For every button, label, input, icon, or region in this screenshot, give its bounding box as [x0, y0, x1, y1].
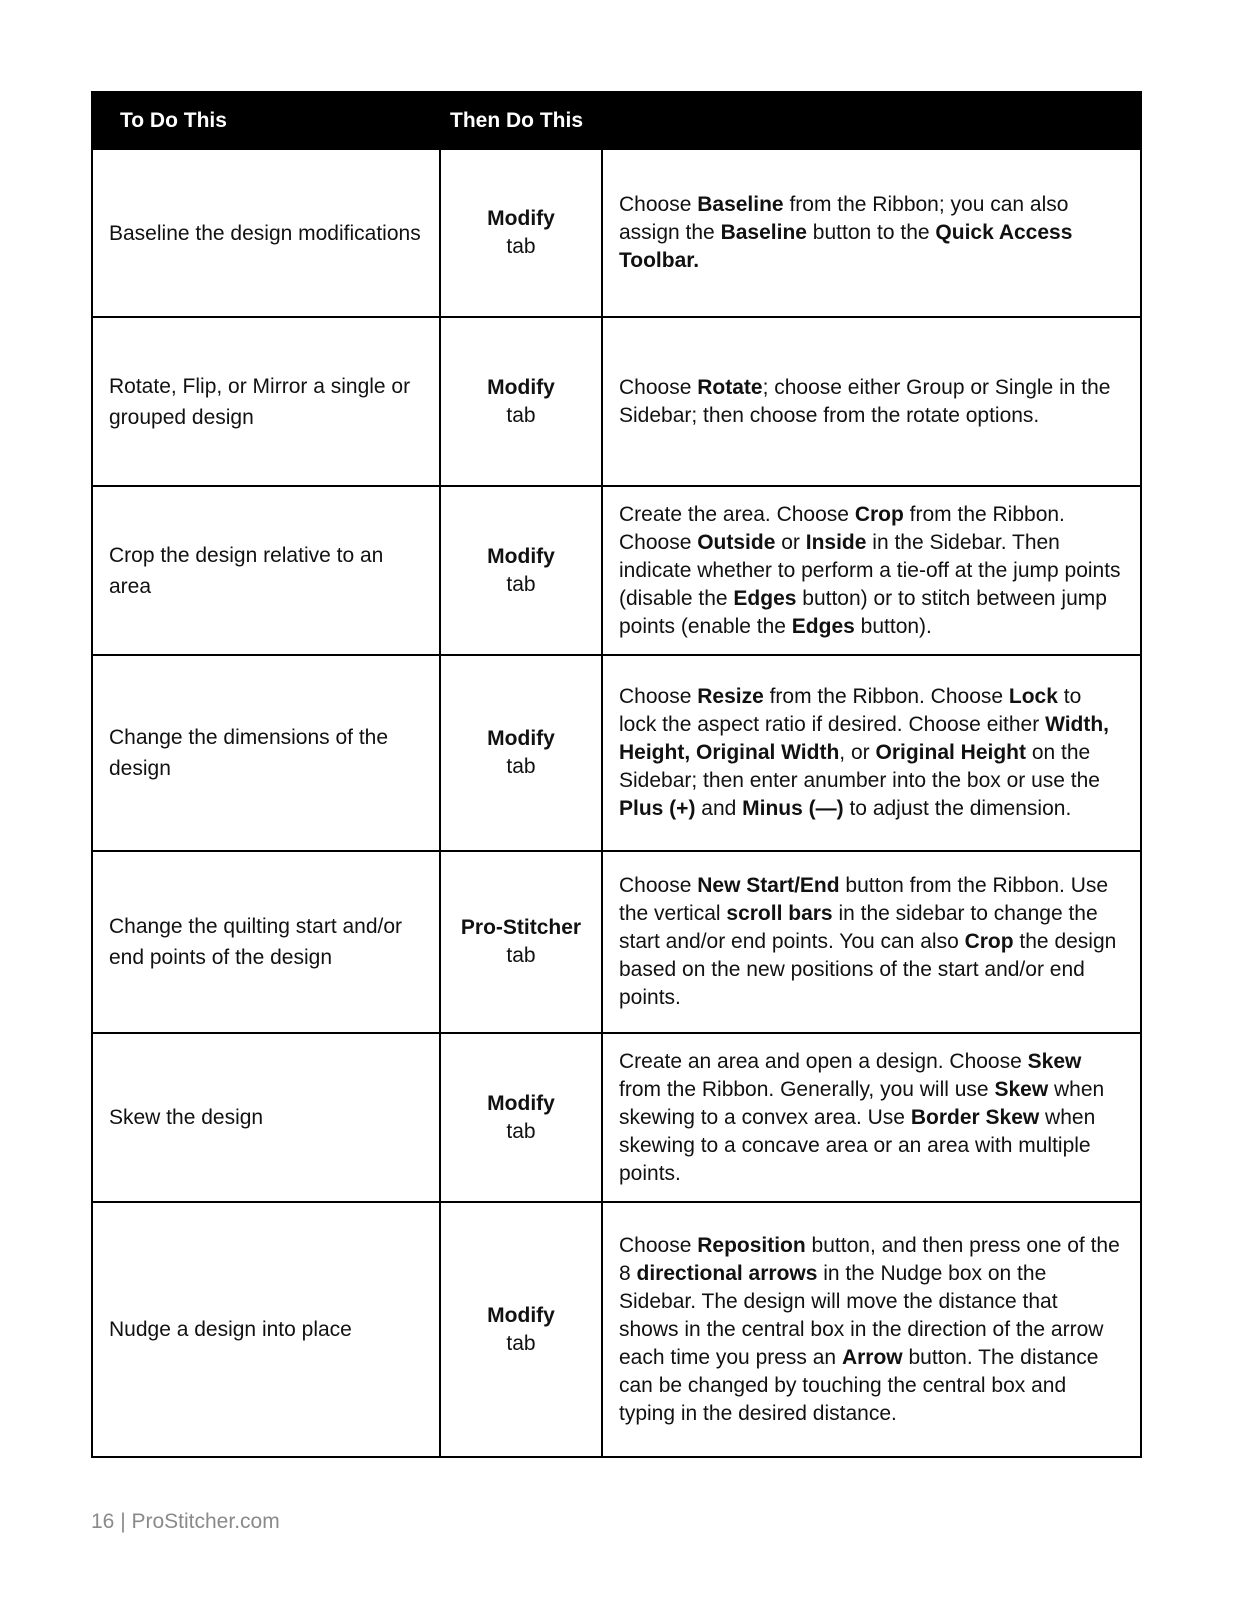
- location-type: tab: [506, 1331, 536, 1355]
- instruction-keyword: Outside: [697, 530, 776, 554]
- instructions-cell: [602, 655, 1141, 851]
- instruction-text: Choose: [619, 193, 698, 217]
- location-cell: [440, 851, 602, 1033]
- instruction-text: in the sidebar to change the start and/or end points. You can also: [619, 902, 1098, 954]
- location-cell: [440, 149, 602, 317]
- instruction-text: to lock the aspect ratio if desired. Choose either: [619, 685, 1082, 737]
- instruction-keyword: Original Height: [875, 741, 1026, 765]
- instruction-text: to adjust the dimension.: [843, 797, 1072, 821]
- instruction-text: in the Nudge box on the Sidebar. The design will move the distance that shows in the central box in the direction of the arrow each time you press an: [619, 1261, 1104, 1369]
- instruction-text: Create the area. Choose: [619, 502, 855, 526]
- task-cell: Change the quilting start and/or end points of the design: [92, 851, 440, 1033]
- instruction-text: the design based on the new positions of the start and/or end points.: [619, 930, 1117, 1010]
- instruction-keyword: Skew: [1027, 1049, 1082, 1073]
- table-row: [92, 149, 1141, 317]
- instruction-text: , or: [839, 741, 876, 765]
- task-cell: Nudge a design into place: [92, 1202, 440, 1457]
- instruction-keyword: Crop: [854, 502, 904, 526]
- instruction-text: ; choose either Group or Single in the Sidebar; then choose from the rotate options.: [619, 375, 1111, 427]
- instruction-keyword: Crop: [964, 930, 1014, 954]
- instruction-keyword: Minus (—): [742, 797, 844, 821]
- location-type: tab: [506, 403, 536, 427]
- instruction-text: button) or to stitch between jump points (enable the: [619, 586, 1107, 638]
- instruction-keyword: directional arrows: [636, 1261, 818, 1285]
- instructions-table: [91, 91, 1142, 1458]
- instruction-text: Choose: [619, 874, 698, 898]
- instruction-text: on the Sidebar; then enter anumber into the box or use the: [619, 741, 1100, 793]
- instruction-text: and: [695, 797, 743, 821]
- instruction-text: button to the: [806, 221, 936, 245]
- instruction-text: Create an area and open a design. Choose: [619, 1049, 1028, 1073]
- instruction-text: when skewing to a concave area or an area with multiple points.: [619, 1105, 1096, 1185]
- location-type: tab: [506, 755, 536, 779]
- instruction-text: from the Ribbon. Choose: [619, 502, 1065, 554]
- instruction-keyword: Arrow: [841, 1345, 903, 1369]
- instruction-keyword: Width, Height, Original Width: [619, 713, 1110, 765]
- task-cell: Skew the design: [92, 1033, 440, 1202]
- instruction-keyword: New Start/End: [697, 874, 840, 898]
- instruction-keyword: Border Skew: [910, 1105, 1040, 1129]
- instruction-keyword: Edges: [791, 614, 855, 638]
- table-row: [92, 1202, 1141, 1457]
- instructions-cell: [602, 486, 1141, 655]
- instruction-keyword: Lock: [1008, 685, 1058, 709]
- location-tab-name: Modify: [487, 544, 555, 568]
- instructions-cell: [602, 149, 1141, 317]
- location-tab-name: Modify: [487, 1091, 555, 1115]
- table-row: [92, 851, 1141, 1033]
- task-cell: Baseline the design modifications: [92, 149, 440, 317]
- instruction-keyword: Baseline: [697, 193, 784, 217]
- instruction-keyword: Plus (+): [619, 797, 696, 821]
- instruction-keyword: Inside: [805, 530, 867, 554]
- instruction-keyword: Skew: [994, 1077, 1049, 1101]
- instruction-text: button. The distance can be changed by touching the central box and typing in the desired distance.: [619, 1345, 1099, 1425]
- instruction-text: Choose: [619, 375, 698, 399]
- instruction-keyword: Resize: [697, 685, 764, 709]
- instruction-text: when skewing to a convex area. Use: [619, 1077, 1105, 1129]
- table-row: [92, 486, 1141, 655]
- instruction-text: button).: [854, 614, 932, 638]
- location-type: tab: [506, 1119, 536, 1143]
- instruction-keyword: scroll bars: [726, 902, 833, 926]
- instruction-text: from the Ribbon. Generally, you will use: [619, 1077, 995, 1101]
- location-tab-name: Pro-Stitcher: [460, 916, 582, 940]
- instruction-text: in the Sidebar. Then indicate whether to perform a tie-off at the jump points (disable the: [619, 530, 1121, 610]
- instructions-cell: [602, 317, 1141, 486]
- location-tab-name: Modify: [487, 1303, 555, 1327]
- instruction-keyword: Rotate: [697, 375, 763, 399]
- location-cell: [440, 1033, 602, 1202]
- location-tab-name: Modify: [487, 727, 555, 751]
- location-cell: [440, 1202, 602, 1457]
- location-tab-name: Modify: [487, 207, 555, 231]
- table-row: [92, 655, 1141, 851]
- task-cell: Rotate, Flip, or Mirror a single or grouped design: [92, 317, 440, 486]
- header-to-do-this: To Do This: [92, 92, 440, 149]
- location-tab-name: Modify: [487, 375, 555, 399]
- header-then-do-this: Then Do This: [440, 92, 1141, 149]
- instructions-cell: [602, 851, 1141, 1033]
- instruction-text: from the Ribbon; you can also assign the: [619, 193, 1069, 245]
- instruction-keyword: Edges: [733, 586, 797, 610]
- task-cell: Change the dimensions of the design: [92, 655, 440, 851]
- location-cell: [440, 317, 602, 486]
- location-type: tab: [506, 235, 536, 259]
- location-cell: [440, 655, 602, 851]
- table-row: [92, 317, 1141, 486]
- instruction-text: from the Ribbon. Choose: [763, 685, 1009, 709]
- instruction-keyword: Quick Access Toolbar.: [619, 221, 1073, 273]
- instruction-text: button, and then press one of the 8: [619, 1233, 1120, 1285]
- task-cell: Crop the design relative to an area: [92, 486, 440, 655]
- location-type: tab: [506, 572, 536, 596]
- page-footer: 16 | ProStitcher.com: [91, 1510, 280, 1533]
- instruction-text: Choose: [619, 685, 698, 709]
- instructions-cell: [602, 1202, 1141, 1457]
- table-body: [92, 149, 1141, 1457]
- instruction-text: Choose: [619, 1233, 698, 1257]
- instruction-text: button from the Ribbon. Use the vertical: [619, 874, 1109, 926]
- table-row: [92, 1033, 1141, 1202]
- instructions-cell: [602, 1033, 1141, 1202]
- location-type: tab: [506, 944, 536, 968]
- instruction-keyword: Baseline: [720, 221, 807, 245]
- table-header-row: [92, 92, 1141, 149]
- instruction-keyword: Reposition: [697, 1233, 806, 1257]
- instruction-text: or: [775, 530, 806, 554]
- location-cell: [440, 486, 602, 655]
